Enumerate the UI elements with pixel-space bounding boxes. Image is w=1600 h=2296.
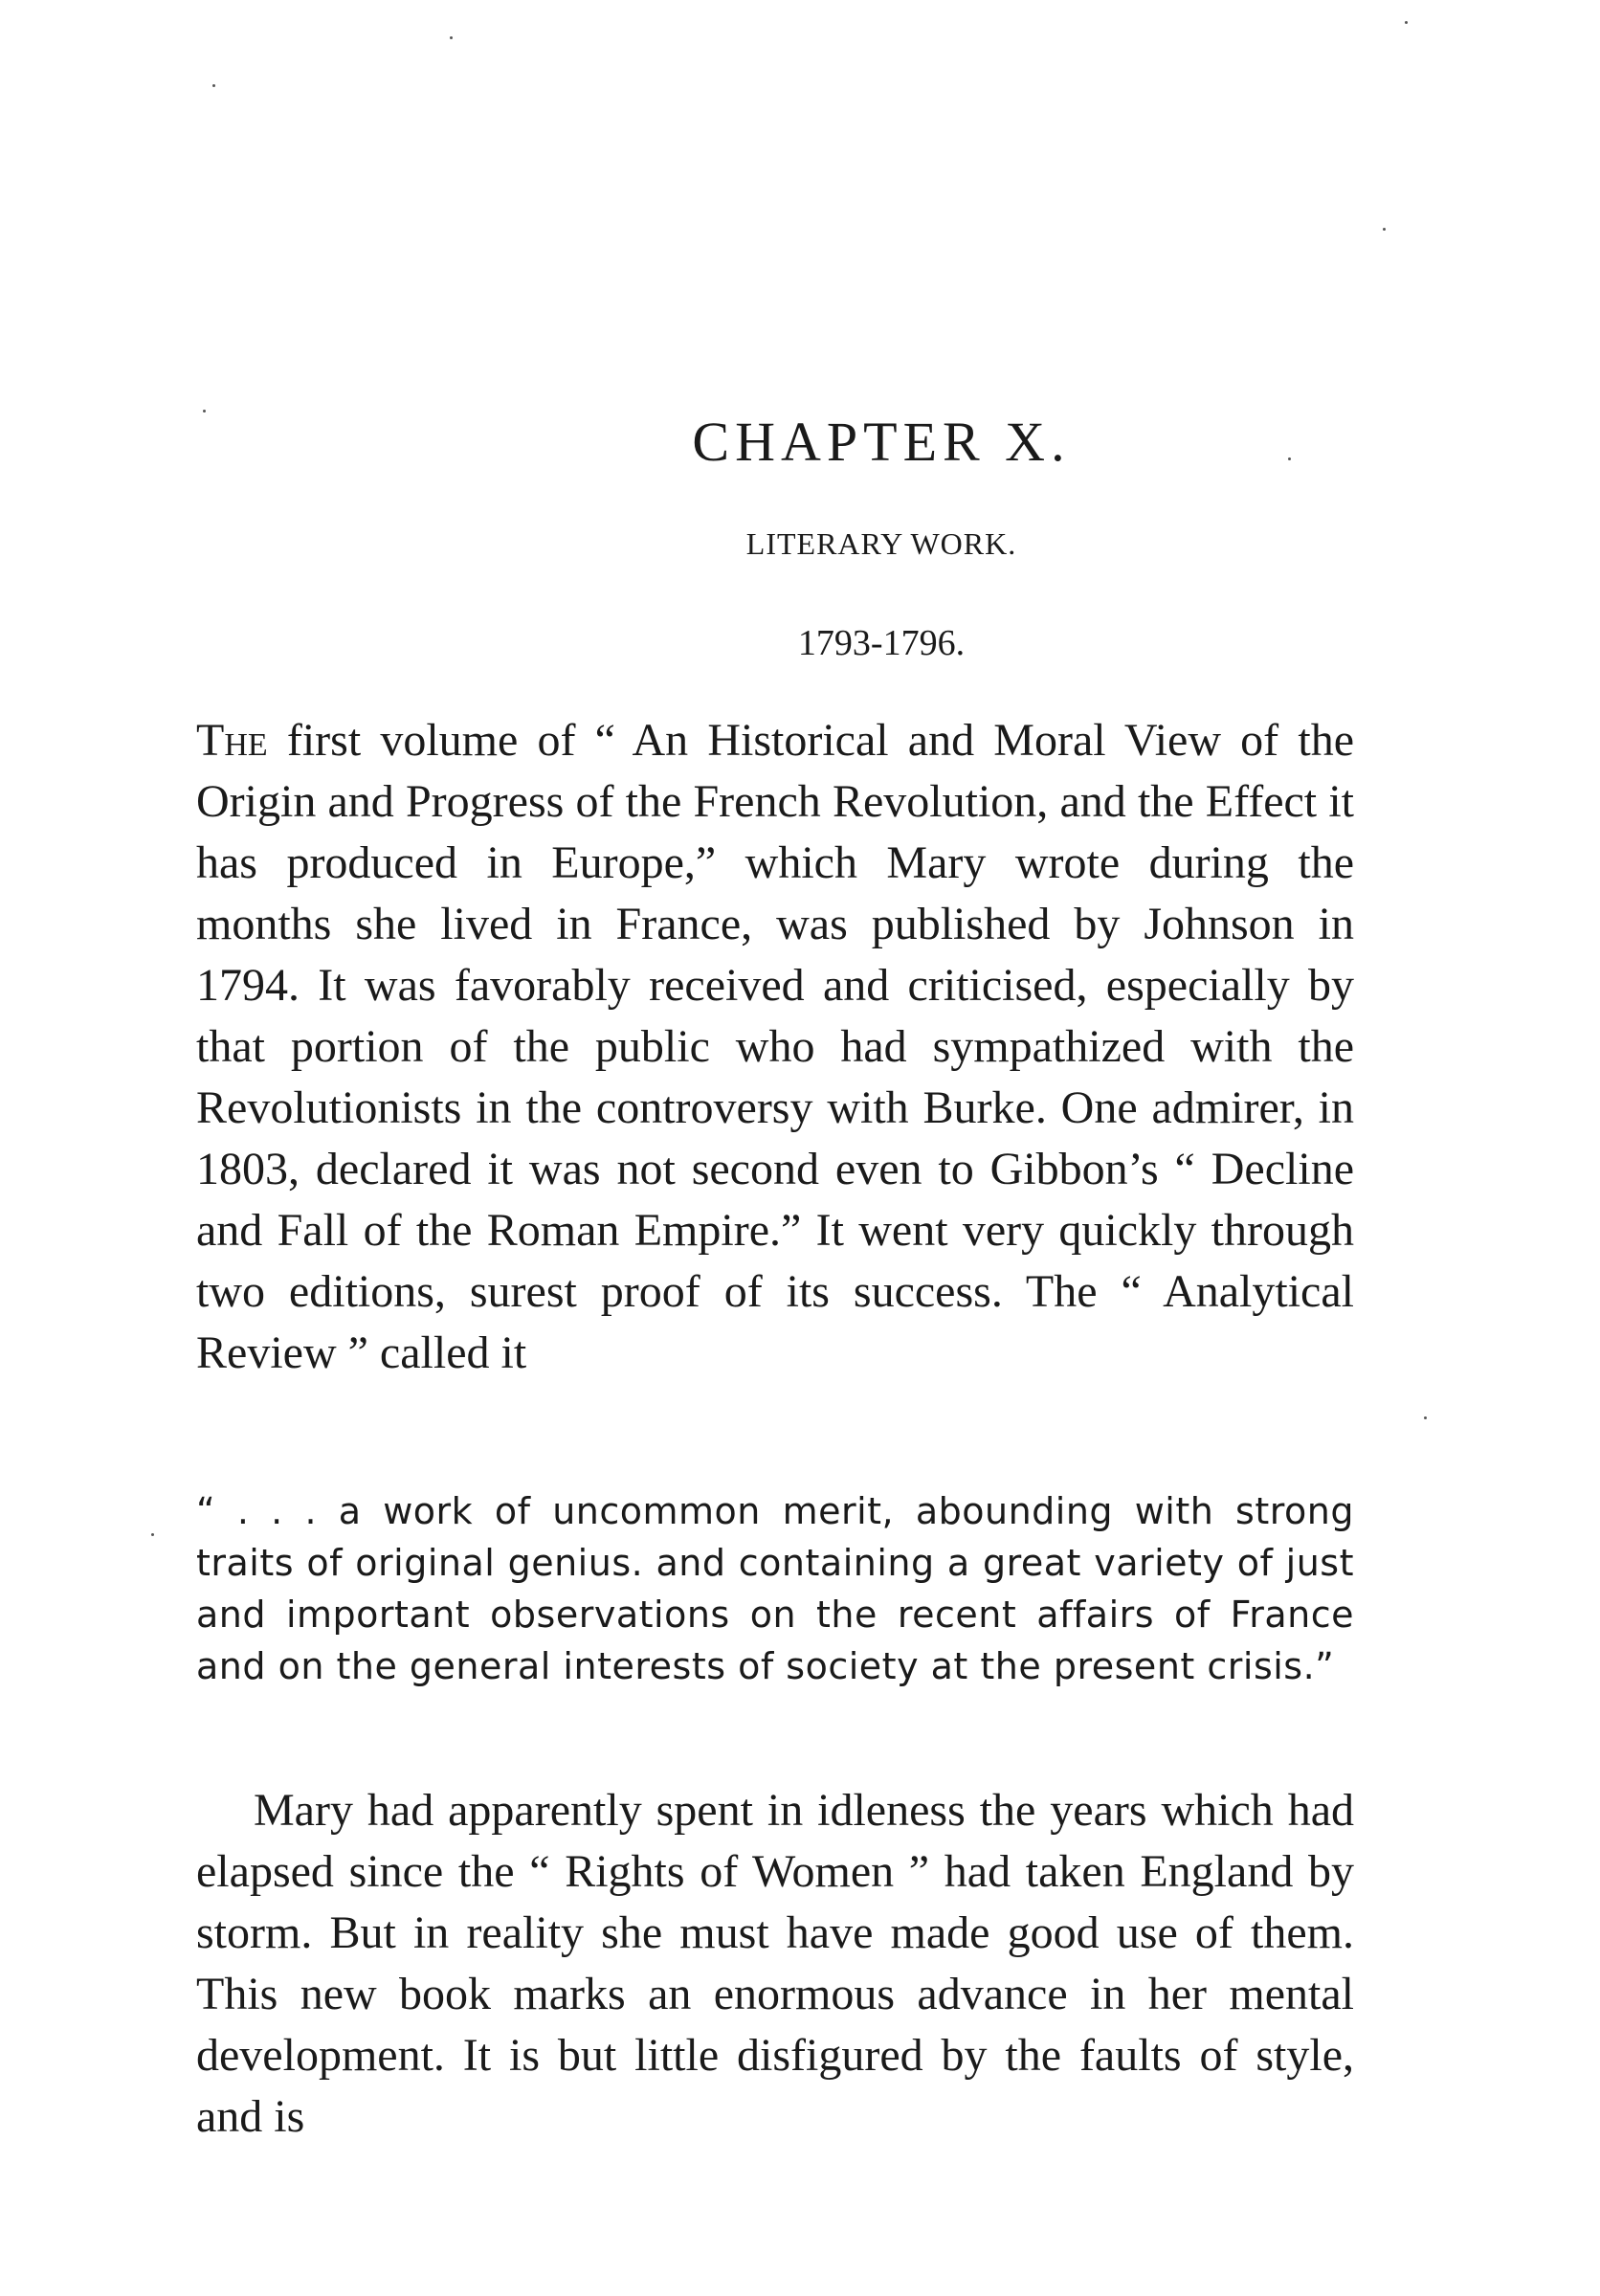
paragraph-1-opening-word: The [196,715,268,766]
paragraph-2: Mary had apparently spent in idleness the years which had elapsed since the “ Rights of Women ” had taken England by storm. But in reality she must have made good use of them. This new book marks an enormous advance in her mental development. It is but little disfigured by the faults of style, and is [196,1785,1354,2142]
scan-speck [1288,457,1291,460]
block-quotation: “ . . . a work of uncommon merit, abounding with strong traits of original genius. and containing a great variety of just and important observations on the recent affairs of France and on the general interests of society at the present crisis.” [196,1490,1354,1687]
paragraph-1-text: first volume of “ An Historical and Moral View of the Origin and Progress of the French Revolution, and the Effect it has produced in Europe,” which Mary wrote during the months she lived in France, was published by Johnson in 1794. It was favorably received and criticised, especially by that portion of the public who had sympathized with the Revolutionists in the controversy with Burke. One admirer, in 1803, declared it was not second even to Gibbon’s “ Decline and Fall of the Roman Empire.” It went very quickly through two editions, surest proof of its success. The “ Analytical Review ” called it [196,715,1354,1378]
chapter-dates: 1793-1796. [797,623,966,663]
scan-speck [450,36,453,39]
scan-speck [1383,228,1386,231]
scan-speck [212,84,215,87]
paragraph-1 [196,710,1354,1384]
scan-speck [151,1533,154,1536]
scan-speck [203,410,206,412]
chapter-subtitle: LITERARY WORK. [745,526,1017,561]
scan-speck [1424,1416,1427,1419]
chapter-title: CHAPTER X. [692,411,1071,473]
scan-speck [1405,21,1408,24]
